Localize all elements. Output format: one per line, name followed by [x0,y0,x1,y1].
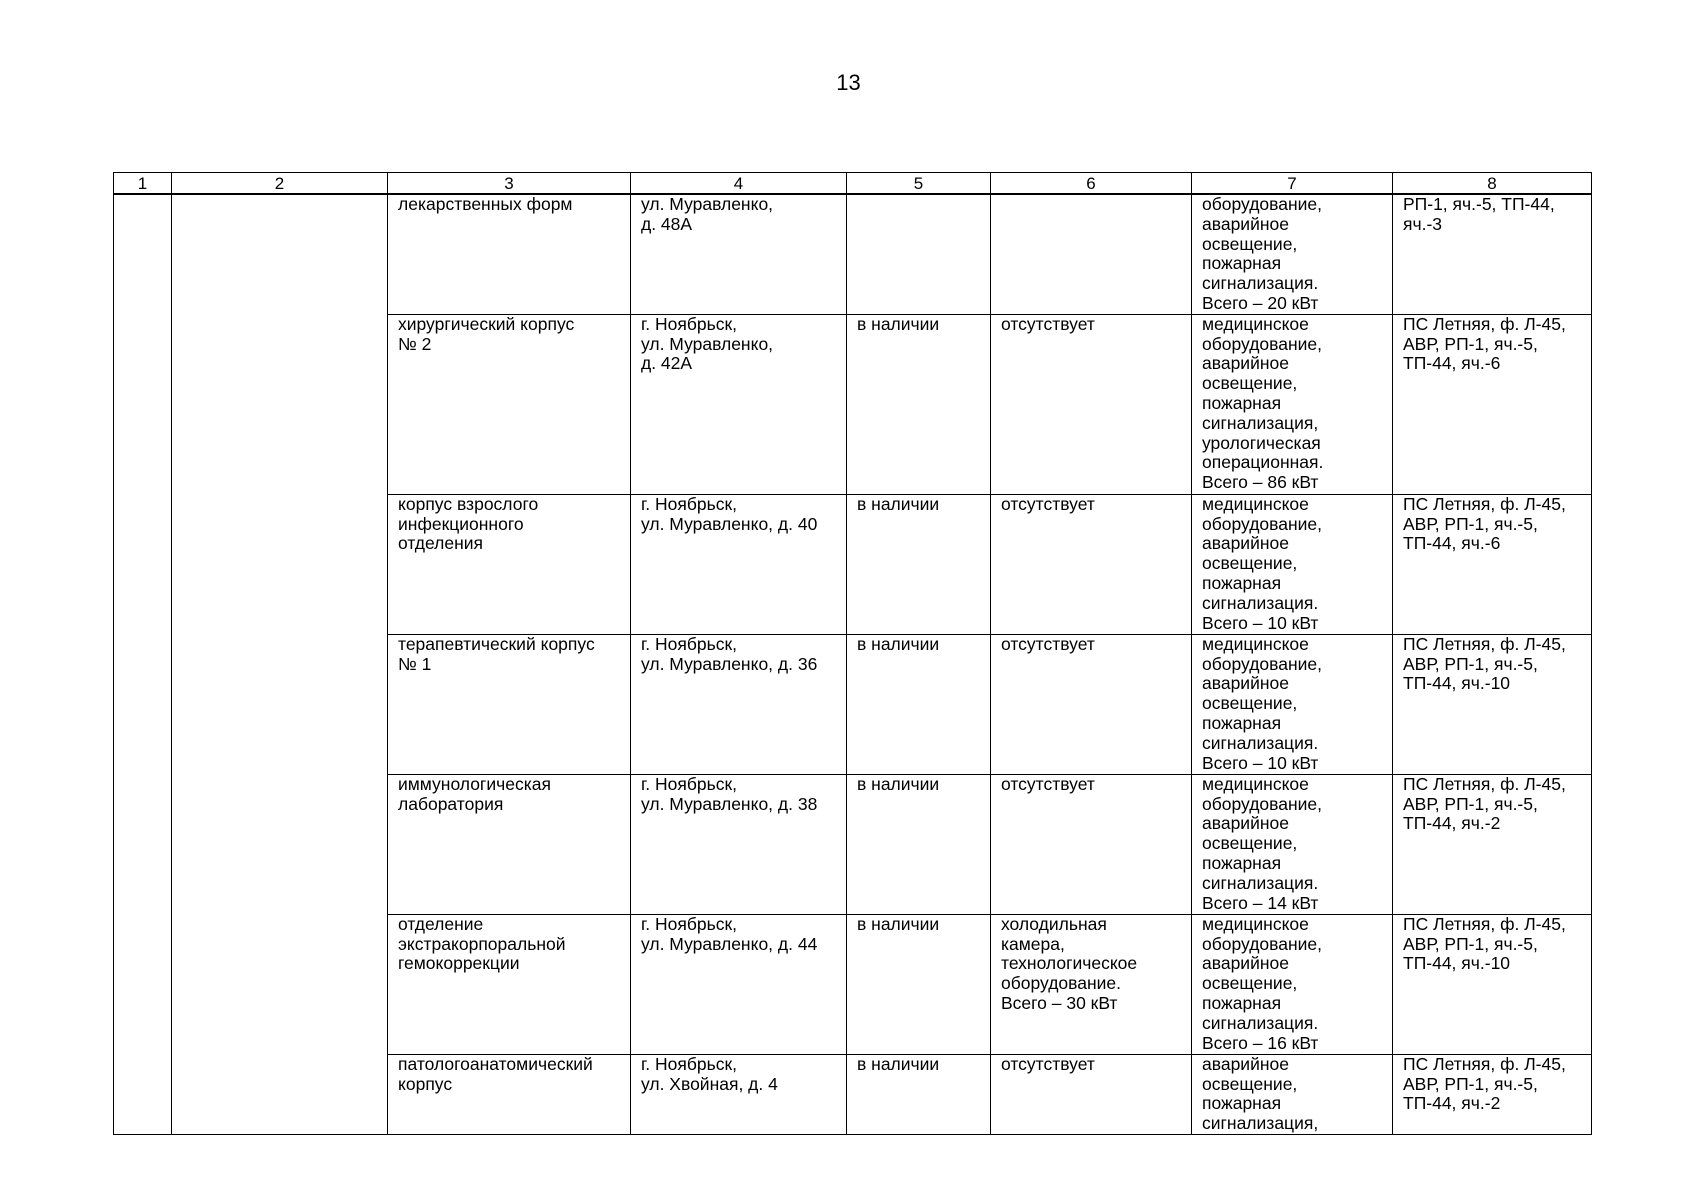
cell-col2 [172,194,388,1134]
cell-address: г. Ноябрьск, ул. Муравленко, д. 44 [631,914,847,1054]
page-number: 13 [836,70,861,95]
cell-col6: отсутствует [991,634,1192,774]
cell-object-name: корпус взрослого инфекционного отделения [388,494,631,634]
column-header-6: 6 [991,173,1192,195]
cell-col6: холодильная камера, технологическое оборудование. Всего – 30 кВт [991,914,1192,1054]
cell-availability [847,194,991,314]
cell-power-source: ПС Летняя, ф. Л-45, АВР, РП-1, яч.-5, ТП-44, яч.-2 [1393,1054,1592,1134]
cell-col7: медицинское оборудование, аварийное освещение, пожарная сигнализация. Всего – 16 кВт [1192,914,1393,1054]
cell-power-source: ПС Летняя, ф. Л-45, АВР, РП-1, яч.-5, ТП-44, яч.-10 [1393,634,1592,774]
cell-availability: в наличии [847,494,991,634]
cell-address: г. Ноябрьск, ул. Хвойная, д. 4 [631,1054,847,1134]
cell-col7: медицинское оборудование, аварийное освещение, пожарная сигнализация, урологическая операционная. Всего – 86 кВт [1192,314,1393,494]
cell-object-name: иммунологическая лаборатория [388,774,631,914]
column-header-4: 4 [631,173,847,195]
column-header-7: 7 [1192,173,1393,195]
cell-object-name: отделение экстракорпоральной гемокоррекции [388,914,631,1054]
cell-col6 [991,194,1192,314]
cell-object-name: лекарственных форм [388,194,631,314]
cell-availability: в наличии [847,314,991,494]
cell-address: ул. Муравленко, д. 48А [631,194,847,314]
cell-power-source: ПС Летняя, ф. Л-45, АВР, РП-1, яч.-5, ТП-44, яч.-2 [1393,774,1592,914]
cell-col1 [114,194,172,1134]
cell-col7: медицинское оборудование, аварийное освещение, пожарная сигнализация. Всего – 10 кВт [1192,494,1393,634]
column-header-1: 1 [114,173,172,195]
cell-power-source: РП-1, яч.-5, ТП-44, яч.-3 [1393,194,1592,314]
header-row [114,173,1592,195]
cell-availability: в наличии [847,914,991,1054]
cell-power-source: ПС Летняя, ф. Л-45, АВР, РП-1, яч.-5, ТП-44, яч.-6 [1393,494,1592,634]
cell-address: г. Ноябрьск, ул. Муравленко, д. 42А [631,314,847,494]
cell-power-source: ПС Летняя, ф. Л-45, АВР, РП-1, яч.-5, ТП-44, яч.-10 [1393,914,1592,1054]
cell-col6: отсутствует [991,1054,1192,1134]
cell-col7: медицинское оборудование, аварийное освещение, пожарная сигнализация. Всего – 14 кВт [1192,774,1393,914]
cell-power-source: ПС Летняя, ф. Л-45, АВР, РП-1, яч.-5, ТП-44, яч.-6 [1393,314,1592,494]
cell-availability: в наличии [847,774,991,914]
column-header-3: 3 [388,173,631,195]
data-table [113,172,1592,1135]
cell-address: г. Ноябрьск, ул. Муравленко, д. 36 [631,634,847,774]
cell-col7: медицинское оборудование, аварийное освещение, пожарная сигнализация. Всего – 10 кВт [1192,634,1393,774]
cell-col7: аварийное освещение, пожарная сигнализация, [1192,1054,1393,1134]
cell-col7: оборудование, аварийное освещение, пожарная сигнализация. Всего – 20 кВт [1192,194,1393,314]
cell-object-name: патологоанатомический корпус [388,1054,631,1134]
column-header-8: 8 [1393,173,1592,195]
cell-col6: отсутствует [991,314,1192,494]
cell-address: г. Ноябрьск, ул. Муравленко, д. 40 [631,494,847,634]
cell-availability: в наличии [847,634,991,774]
cell-col6: отсутствует [991,494,1192,634]
cell-availability: в наличии [847,1054,991,1134]
cell-address: г. Ноябрьск, ул. Муравленко, д. 38 [631,774,847,914]
column-header-2: 2 [172,173,388,195]
column-header-5: 5 [847,173,991,195]
table-row [114,194,1592,314]
cell-object-name: терапевтический корпус № 1 [388,634,631,774]
cell-object-name: хирургический корпус № 2 [388,314,631,494]
cell-col6: отсутствует [991,774,1192,914]
